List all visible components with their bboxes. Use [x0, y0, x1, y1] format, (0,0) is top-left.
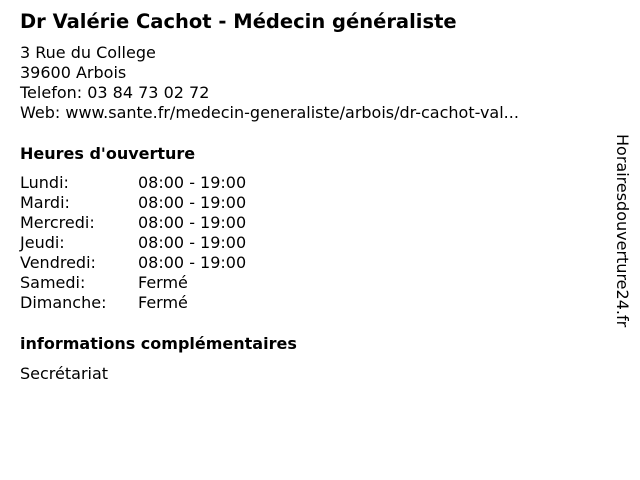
city: 39600 Arbois	[20, 63, 127, 82]
street-address: 3 Rue du College	[20, 43, 156, 62]
site-watermark: Horairesdouverture24.fr	[613, 134, 632, 328]
day-label: Samedi:	[20, 273, 86, 292]
day-label: Dimanche:	[20, 293, 107, 312]
day-hours: 08:00 - 19:00	[138, 253, 247, 272]
day-label: Lundi:	[20, 173, 69, 192]
day-label: Vendredi:	[20, 253, 96, 272]
day-hours: 08:00 - 19:00	[138, 193, 247, 212]
website: Web: www.sante.fr/medecin-generaliste/arbois/dr-cachot-val...	[20, 103, 519, 122]
phone-number: Telefon: 03 84 73 02 72	[20, 83, 210, 102]
day-label: Mercredi:	[20, 213, 95, 232]
day-hours: Fermé	[138, 293, 188, 312]
opening-hours-heading: Heures d'ouverture	[20, 144, 196, 163]
day-hours: 08:00 - 19:00	[138, 213, 247, 232]
additional-info-text: Secrétariat	[20, 364, 109, 383]
day-hours: 08:00 - 19:00	[138, 173, 247, 192]
page-title: Dr Valérie Cachot - Médecin généraliste	[20, 10, 457, 33]
day-hours: 08:00 - 19:00	[138, 233, 247, 252]
additional-info-heading: informations complémentaires	[20, 334, 297, 353]
address-block	[20, 43, 519, 123]
day-hours: Fermé	[138, 273, 188, 292]
day-label: Jeudi:	[20, 233, 65, 252]
day-label: Mardi:	[20, 193, 70, 212]
